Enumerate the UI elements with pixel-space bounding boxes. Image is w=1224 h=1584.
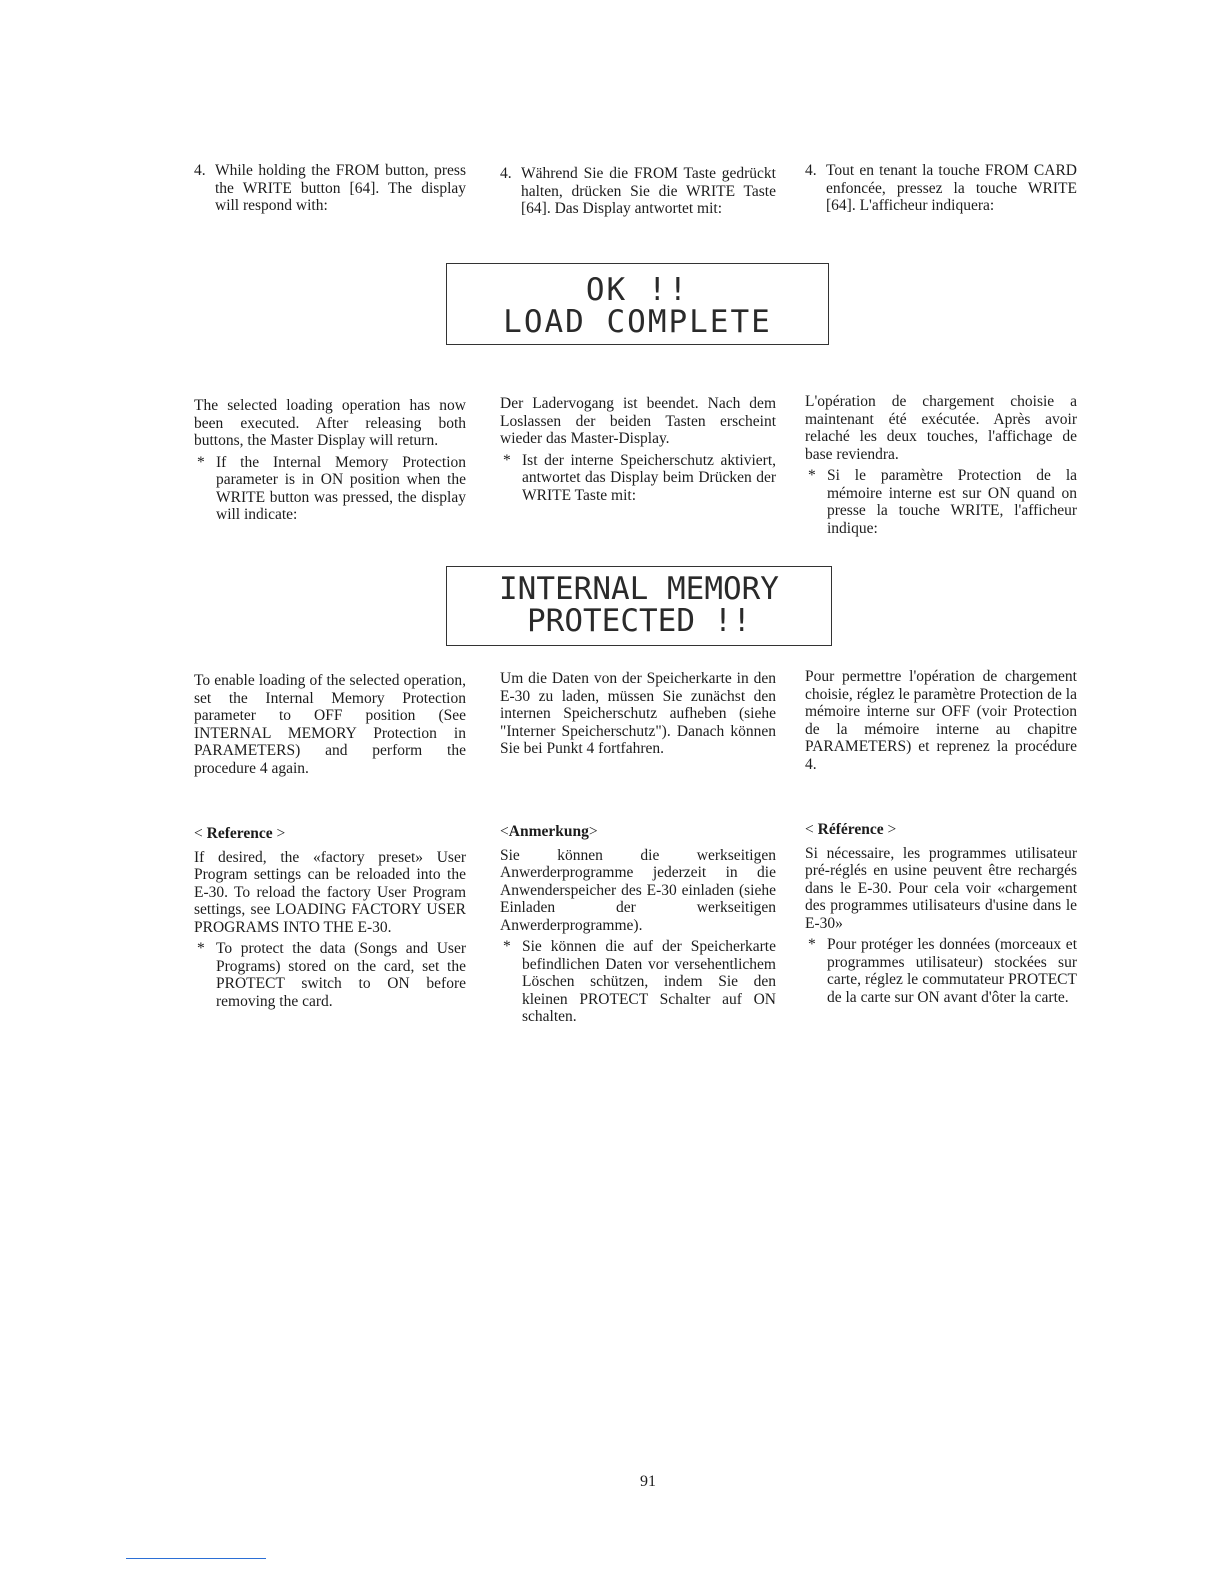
bullet-item xyxy=(805,936,1077,1006)
result-text: Der Ladervogang ist beendet. Nach dem Loslassen der beiden Tasten erscheint wieder das Master-Display. xyxy=(500,395,776,447)
reference-title: Reference xyxy=(206,825,273,842)
bullet-text: Ist der interne Speicherschutz aktiviert, antwortet das Display beim Drücken der WRITE Taste mit: xyxy=(522,451,776,504)
step4-fr xyxy=(805,162,1077,215)
bracket-open: < xyxy=(194,825,203,842)
footer-rule xyxy=(126,1558,266,1559)
bracket-open: < xyxy=(805,821,814,838)
bullet-mark: * xyxy=(197,940,205,957)
bullet-mark: * xyxy=(503,938,511,955)
enable-text: To enable loading of the selected operation, set the Internal Memory Protection parameter to OFF position (See INTERNAL MEMORY Protection in PARAMETERS) and perform the procedure 4 again. xyxy=(194,672,466,777)
lcd-display-memory-protected xyxy=(446,566,832,646)
bullet-mark: * xyxy=(503,451,511,469)
reference-text: If desired, the «factory preset» User Program settings can be reloaded into the E-30. To reload the factory User Program settings, see LOADING FACTORY USER PROGRAMS INTO THE E-30. xyxy=(194,848,466,936)
lcd-line-2: LOAD COMPLETE xyxy=(503,304,772,340)
result-text: L'opération de chargement choisie a maintenant été exécutée. Après avoir relaché les deux touches, l'affichage de base reviendra. xyxy=(805,393,1077,463)
bullet-text: Sie können die auf der Speicherkarte befindlichen Daten vor versehentlichem Löschen schützen, indem Sie den kleinen PROTECT Schalter auf ON schalten. xyxy=(522,938,776,1025)
lcd-line-1: OK !! xyxy=(585,272,690,308)
result-fr xyxy=(805,393,1077,537)
enable-de xyxy=(500,670,776,758)
step4-en xyxy=(194,162,466,215)
step-text: Während Sie die FROM Taste gedrückt halten, drücken Sie die WRITE Taste [64]. Das Display antwortet mit: xyxy=(521,165,776,217)
bullet-mark: * xyxy=(197,453,205,471)
step-text: While holding the FROM button, press the WRITE button [64]. The display will respond with: xyxy=(215,162,466,214)
reference-de xyxy=(500,823,776,1026)
reference-title: Référence xyxy=(817,821,884,838)
reference-heading xyxy=(194,825,466,843)
bullet-text: To protect the data (Songs and User Programs) stored on the card, set the PROTECT switch to ON before removing the card. xyxy=(216,940,466,1010)
result-en xyxy=(194,397,466,524)
bullet-item xyxy=(194,454,466,524)
reference-text: Si nécessaire, les programmes utilisateur pré-réglés en usine peuvent être rechargés dans le E-30. Pour cela voir «chargement des programmes utilisateurs d'usine dans le E-30» xyxy=(805,844,1077,932)
bracket-close: > xyxy=(588,823,598,840)
lcd-display-load-complete xyxy=(446,263,829,345)
enable-en xyxy=(194,672,466,777)
reference-title: Anmerkung xyxy=(508,823,589,840)
page-number: 91 xyxy=(640,1473,656,1490)
bracket-close: > xyxy=(276,825,286,842)
step-text: Tout en tenant la touche FROM CARD enfoncée, pressez la touche WRITE [64]. L'afficheur indiquera: xyxy=(826,162,1077,214)
bullet-text: Si le paramètre Protection de la mémoire interne est sur ON quand on presse la touche WRITE, l'afficheur indique: xyxy=(827,467,1077,537)
reference-heading xyxy=(500,823,776,841)
step-number: 4. xyxy=(194,162,206,179)
reference-text: Sie können die werkseitigen Anwerderprogramme jederzeit in die Anwenderspeicher des E-30 einladen (siehe Einladen der werkseitigen Anwerderprogramme). xyxy=(500,846,776,934)
bullet-mark: * xyxy=(808,936,816,953)
step-number: 4. xyxy=(500,165,512,182)
enable-text: Um die Daten von der Speicherkarte in den E-30 zu laden, müssen Sie zunächst den internen Speicherschutz aufheben (siehe "Interner Speicherschutz"). Danach können Sie bei Punkt 4 fortfahren. xyxy=(500,670,776,757)
reference-en xyxy=(194,825,466,1010)
step-number: 4. xyxy=(805,162,817,179)
bullet-item xyxy=(805,467,1077,537)
bullet-item xyxy=(500,452,776,505)
result-de xyxy=(500,395,776,504)
lcd-line-2: PROTECTED !! xyxy=(527,603,751,639)
bullet-mark: * xyxy=(808,467,816,484)
step4-de xyxy=(500,165,776,218)
enable-fr xyxy=(805,668,1077,773)
reference-fr xyxy=(805,821,1077,1006)
enable-text: Pour permettre l'opération de chargement choisie, réglez le paramètre Protection de la mémoire interne sur OFF (voir Protection de la mémoire interne au chapitre PARAMETERS) et reprenez la procédure 4. xyxy=(805,668,1077,773)
lcd-line-1: INTERNAL MEMORY xyxy=(499,571,779,607)
bullet-item xyxy=(194,940,466,1010)
bracket-close: > xyxy=(887,821,897,838)
reference-heading xyxy=(805,821,1077,839)
result-text: The selected loading operation has now been executed. After releasing both buttons, the Master Display will return. xyxy=(194,397,466,449)
bracket-open: < xyxy=(500,823,509,840)
bullet-item xyxy=(500,938,776,1026)
bullet-text: Pour protéger les données (morceaux et programmes utilisateur) stockées sur carte, réglez le commutateur PROTECT de la carte sur ON avant d'ôter la carte. xyxy=(827,936,1077,1006)
bullet-text: If the Internal Memory Protection parameter is in ON position when the WRITE button was pressed, the display will indicate: xyxy=(216,453,466,523)
